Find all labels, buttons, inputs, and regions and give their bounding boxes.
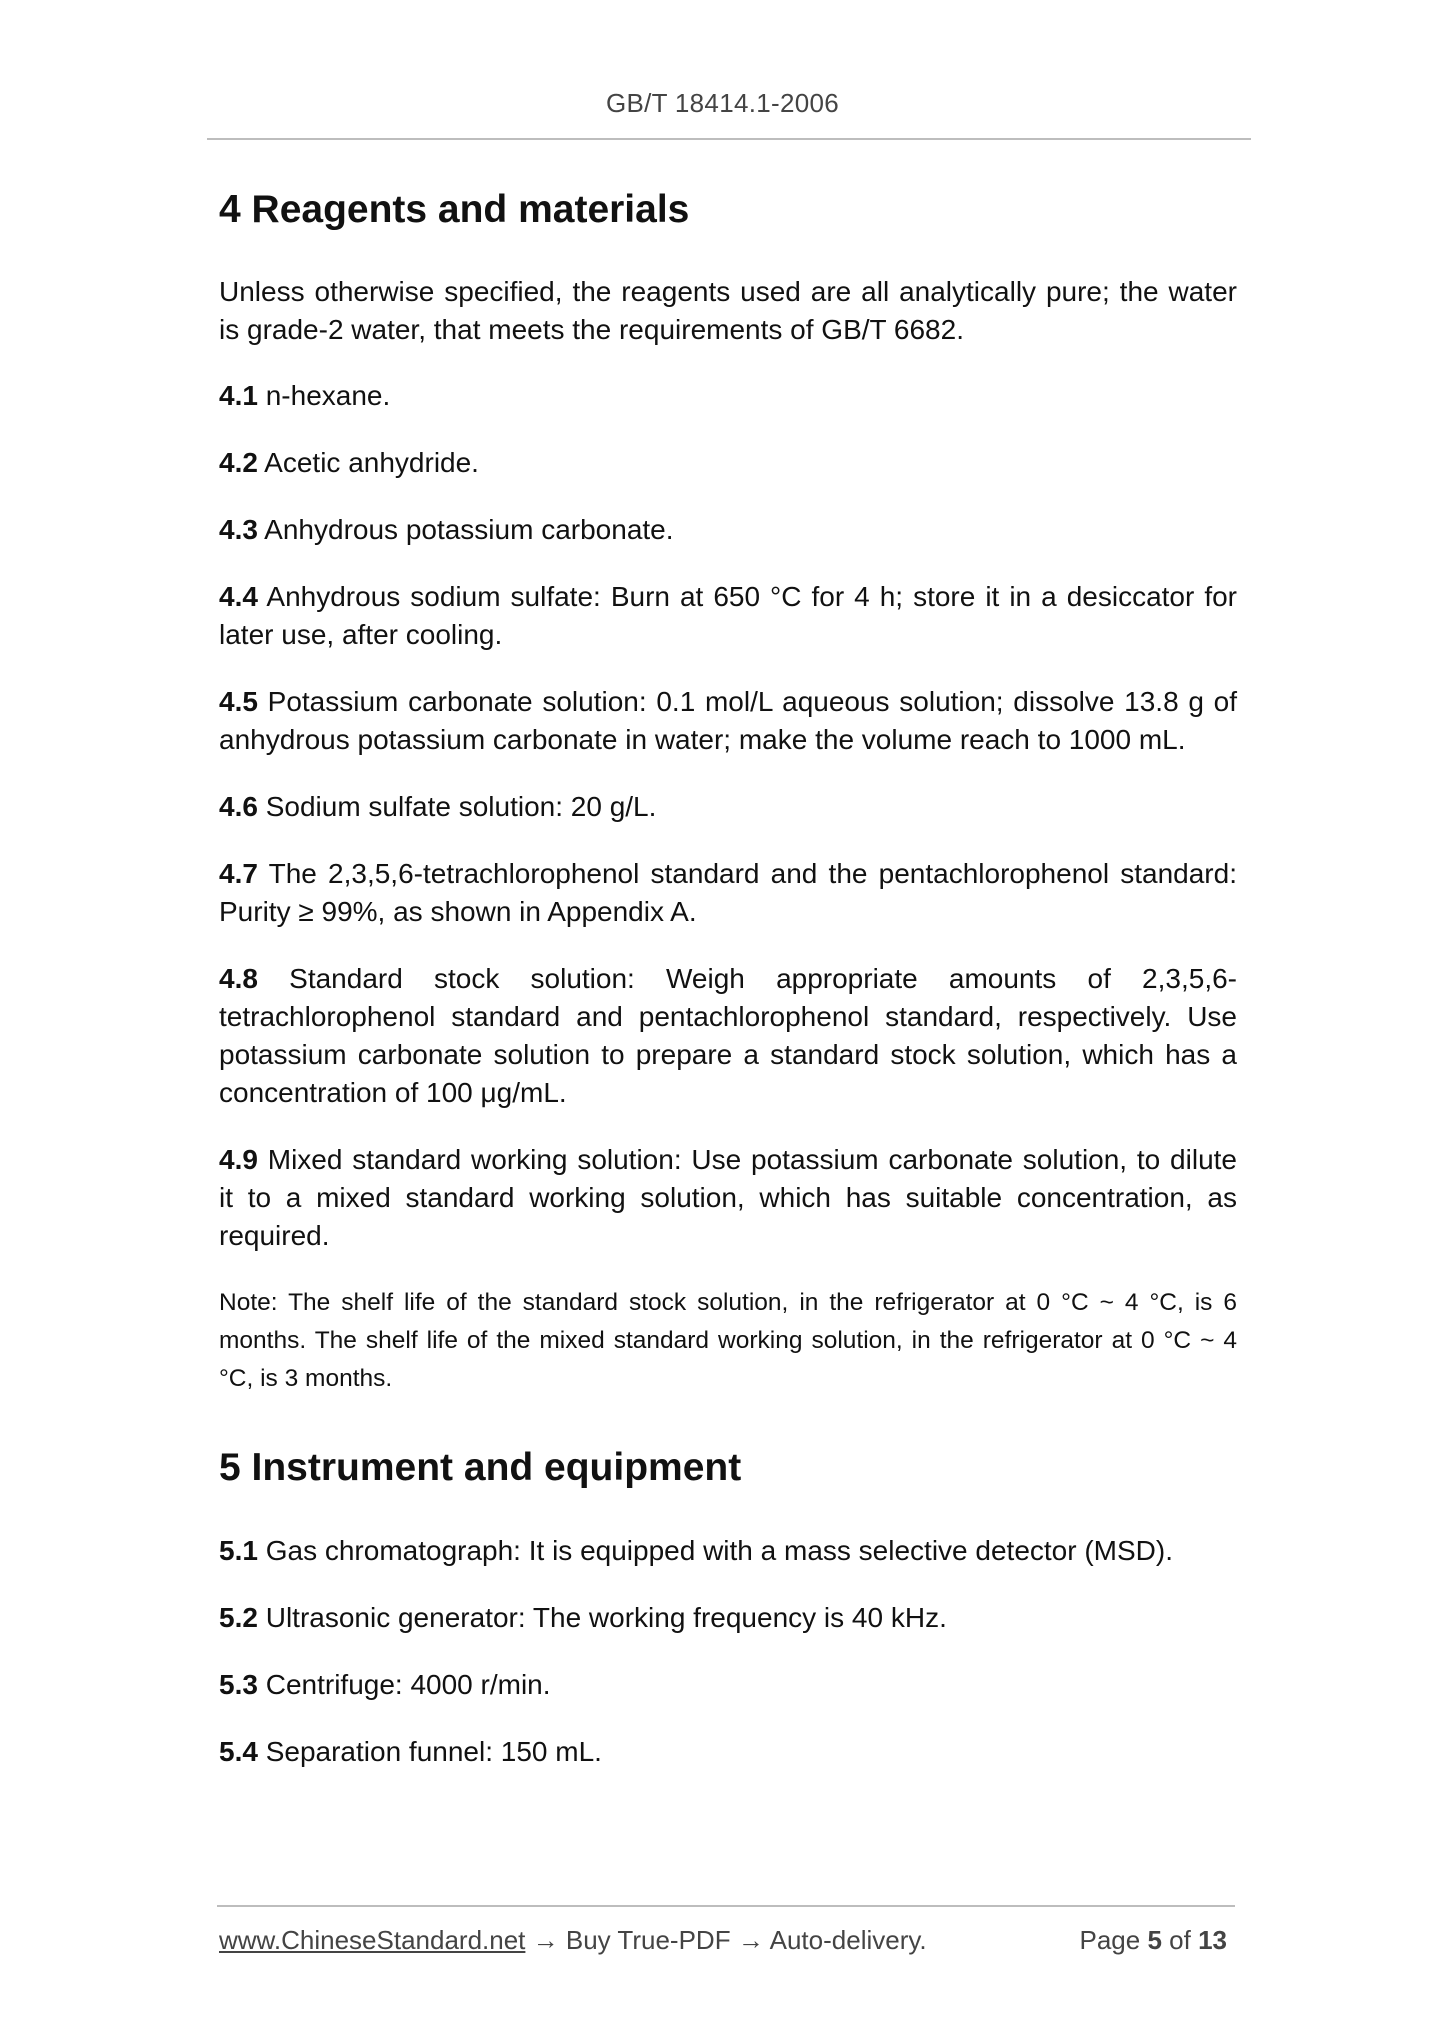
clause-text: Sodium sulfate solution: 20 g/L. xyxy=(265,791,657,822)
clause-number: 4.3 xyxy=(219,514,258,545)
page-total: 13 xyxy=(1198,1925,1227,1955)
clause-text: Potassium carbonate solution: 0.1 mol/L aqueous solution; dissolve 13.8 g of anhydrous potassium carbonate in water; make the volume reach to 1000 mL. xyxy=(219,686,1237,755)
page-number xyxy=(1079,1925,1227,1956)
running-header: GB/T 18414.1-2006 xyxy=(605,88,839,118)
arrow-right-icon: → xyxy=(737,1925,764,1955)
arrow-right-icon: → xyxy=(532,1925,559,1955)
clause-number: 4.9 xyxy=(219,1144,258,1175)
clause-number: 4.2 xyxy=(219,447,258,478)
clause-number: 5.3 xyxy=(219,1669,258,1700)
footer-promo xyxy=(219,1925,927,1956)
clause-text: Mixed standard working solution: Use potassium carbonate solution, to dilute it to a mixed standard working solution, which has suitable concentration, as required. xyxy=(219,1144,1237,1251)
clause-4-6 xyxy=(219,788,1237,826)
clause-4-5 xyxy=(219,683,1237,759)
clause-number: 4.8 xyxy=(219,963,258,994)
clause-number: 4.1 xyxy=(219,380,258,411)
clause-4-1 xyxy=(219,377,1237,415)
clause-number: 5.4 xyxy=(219,1736,258,1767)
clause-4-4 xyxy=(219,578,1237,654)
buy-true-pdf-text: Buy True-PDF xyxy=(565,1925,731,1955)
clause-text: n-hexane. xyxy=(265,380,391,411)
clause-text: Centrifuge: 4000 r/min. xyxy=(265,1669,551,1700)
clause-4-2 xyxy=(219,444,1237,482)
page-of-label: of xyxy=(1169,1925,1191,1955)
clause-text: Ultrasonic generator: The working frequency is 40 kHz. xyxy=(265,1602,947,1633)
clause-text: Anhydrous sodium sulfate: Burn at 650 °C for 4 h; store it in a desiccator for later use, after cooling. xyxy=(219,581,1237,650)
clause-text: Standard stock solution: Weigh appropriate amounts of 2,3,5,6-tetrachlorophenol standard and pentachlorophenol standard, respectively. Use potassium carbonate solution to prepare a standard stock solution, which has a concentration of 100 μg/mL. xyxy=(219,963,1237,1108)
clause-5-1 xyxy=(219,1532,1237,1570)
section-heading-4: 4 Reagents and materials xyxy=(219,188,690,231)
clause-5-2 xyxy=(219,1599,1237,1637)
header-divider xyxy=(207,138,1251,140)
note-paragraph: Note: The shelf life of the standard stock solution, in the refrigerator at 0 °C ~ 4 °C, is 6 months. The shelf life of the mixed standard working solution, in the refrigerator at 0 °C ~ 4 °C, is 3 months. xyxy=(219,1289,1237,1392)
page-label: Page xyxy=(1079,1925,1141,1955)
page-current: 5 xyxy=(1147,1925,1162,1955)
clause-4-8 xyxy=(219,960,1237,1112)
clause-5-4 xyxy=(219,1733,1237,1771)
clause-number: 4.6 xyxy=(219,791,258,822)
clause-4-3 xyxy=(219,511,1237,549)
clause-text: Gas chromatograph: It is equipped with a mass selective detector (MSD). xyxy=(265,1535,1173,1566)
clause-text: Separation funnel: 150 mL. xyxy=(265,1736,602,1767)
clause-number: 5.1 xyxy=(219,1535,258,1566)
clause-text: Anhydrous potassium carbonate. xyxy=(264,514,674,545)
clause-number: 4.4 xyxy=(219,581,258,612)
clause-4-9 xyxy=(219,1141,1237,1255)
clause-text: The 2,3,5,6-tetrachlorophenol standard and the pentachlorophenol standard: Purity ≥ 99%, as shown in Appendix A. xyxy=(219,858,1237,927)
section-4-intro: Unless otherwise specified, the reagents used are all analytically pure; the water is grade-2 water, that meets the requirements of GB/T 6682. xyxy=(219,276,1237,345)
page-content xyxy=(219,180,1237,1771)
clause-number: 4.5 xyxy=(219,686,258,717)
clause-4-7 xyxy=(219,855,1237,931)
clause-5-3 xyxy=(219,1666,1237,1704)
auto-delivery-text: Auto-delivery. xyxy=(769,1925,927,1955)
section-heading-5: 5 Instrument and equipment xyxy=(219,1446,742,1489)
clause-text: Acetic anhydride. xyxy=(264,447,479,478)
clause-number: 4.7 xyxy=(219,858,258,889)
clause-number: 5.2 xyxy=(219,1602,258,1633)
footer-divider xyxy=(217,1905,1235,1907)
website-link[interactable]: www.ChineseStandard.net xyxy=(219,1925,526,1955)
